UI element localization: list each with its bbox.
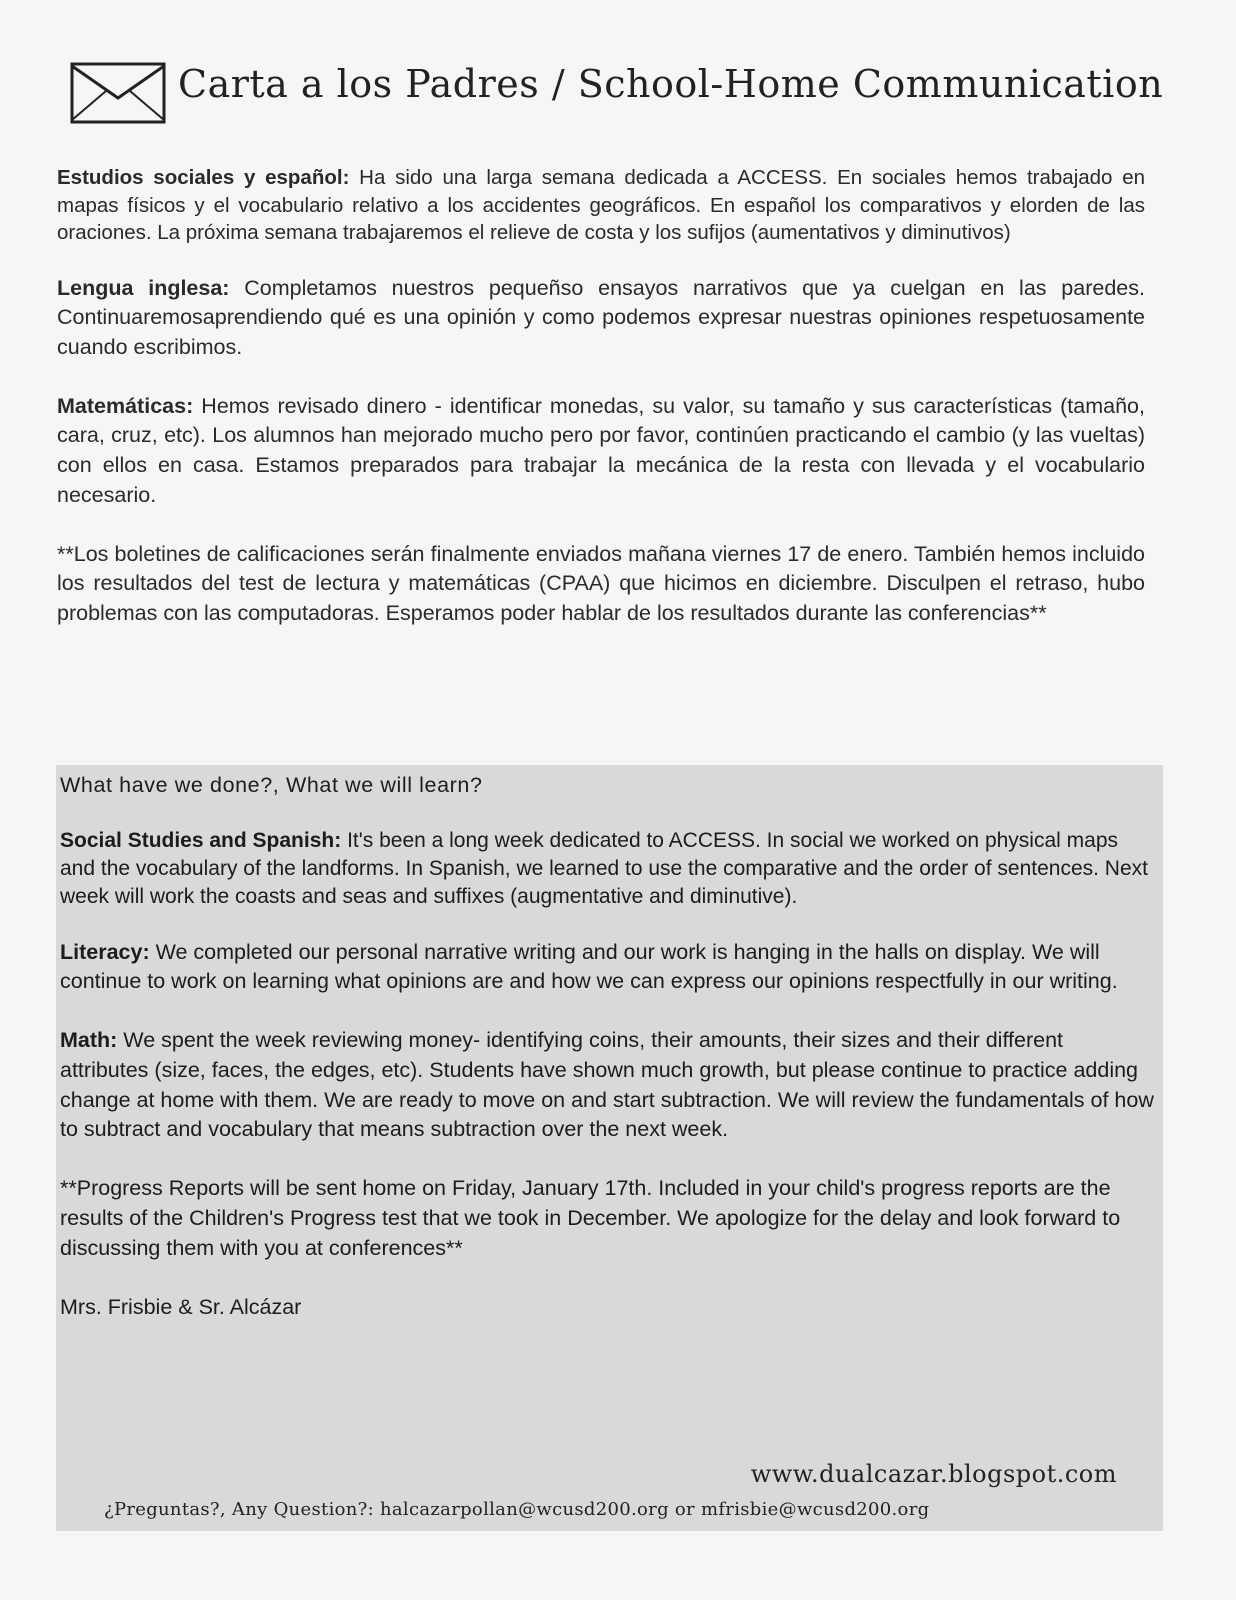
letter-header <box>70 60 1170 124</box>
spanish-language-label: Lengua inglesa: <box>57 275 230 300</box>
spanish-social-label: Estudios sociales y español: <box>57 166 350 189</box>
spanish-math-paragraph <box>57 392 1145 510</box>
english-section <box>56 765 1163 1531</box>
spanish-language-text: Completamos nuestros pequeñso ensayos narrativos que ya cuelgan en las paredes. Continuaremosaprendiendo qué es una opinión y como podemos expresar nuestras opiniones respetuosamente cuando escribimos. <box>57 275 1145 359</box>
english-math-text: We spent the week reviewing money- identifying coins, their amounts, their sizes and their different attributes (size, faces, the edges, etc). Students have shown much growth, but please continue to practice adding change at home with them. We are ready to move on and start subtraction. We will review the fundamentals of how to subtract and vocabulary that means subtraction over the next week. <box>60 1028 1154 1142</box>
spanish-math-text: Hemos revisado dinero - identificar monedas, su valor, su tamaño y sus características (tamaño, cara, cruz, etc). Los alumnos han mejorado mucho pero por favor, continúen practicando el cambio (y las vueltas) con ellos en casa. Estamos preparados para trabajar la mecánica de la resta con llevada y el vocabulario necesario. <box>57 393 1145 507</box>
spanish-note-paragraph: **Los boletines de calificaciones serán finalmente enviados mañana viernes 17 de enero. También hemos incluido los resultados del test de lectura y matemáticas (CPAA) que hicimos en diciembre. Disculpen el retraso, hubo problemas con las computadoras. Esperamos poder hablar de los resultados durante las conferencias** <box>57 541 1145 626</box>
spanish-math-label: Matemáticas: <box>57 393 194 418</box>
english-content <box>60 771 1156 1322</box>
spanish-language-paragraph <box>57 274 1145 363</box>
english-math-paragraph <box>60 1026 1156 1144</box>
english-social-label: Social Studies and Spanish: <box>60 828 342 852</box>
signature: Mrs. Frisbie & Sr. Alcázar <box>60 1294 302 1319</box>
english-social-paragraph <box>60 827 1156 911</box>
english-social-text: It's been a long week dedicated to ACCESS. In social we worked on physical maps and the vocabulary of the landforms. In Spanish, we learned to use the comparative and the order of sentences. Next week will work the coasts and seas and suffixes (augmentative and diminutive). <box>60 828 1148 908</box>
english-literacy-text: We completed our personal narrative writing and our work is hanging in the halls on display. We will continue to work on learning what opinions are and how we can express our opinions respectfully in our writing. <box>60 939 1118 994</box>
spanish-social-text: Ha sido una larga semana dedicada a ACCESS. En sociales hemos trabajado en mapas físicos y el vocabulario relativo a los accidentes geográficos. En español los comparativos y elorden de las oraciones. La próxima semana trabajaremos el relieve de costa y los sufijos (aumentativos y diminutivos) <box>57 166 1145 244</box>
envelope-icon <box>70 62 166 124</box>
english-literacy-paragraph <box>60 938 1156 997</box>
spanish-section <box>57 164 1145 658</box>
english-math-label: Math: <box>60 1028 118 1053</box>
spanish-social-paragraph <box>57 164 1145 247</box>
contact-line: ¿Preguntas?, Any Question?: halcazarpollan@wcusd200.org or mfrisbie@wcusd200.org <box>104 1499 930 1520</box>
english-question-heading: What have we done?, What we will learn? <box>60 773 483 797</box>
website-link[interactable]: www.dualcazar.blogspot.com <box>750 1460 1117 1488</box>
page-title: Carta a los Padres / School-Home Communication <box>178 62 1164 106</box>
english-literacy-label: Literacy: <box>60 939 150 964</box>
english-note-paragraph: **Progress Reports will be sent home on Friday, January 17th. Included in your child's progress reports are the results of the Children's Progress test that we took in December. We apologize for the delay and look forward to discussing them with you at conferences** <box>60 1176 1121 1260</box>
